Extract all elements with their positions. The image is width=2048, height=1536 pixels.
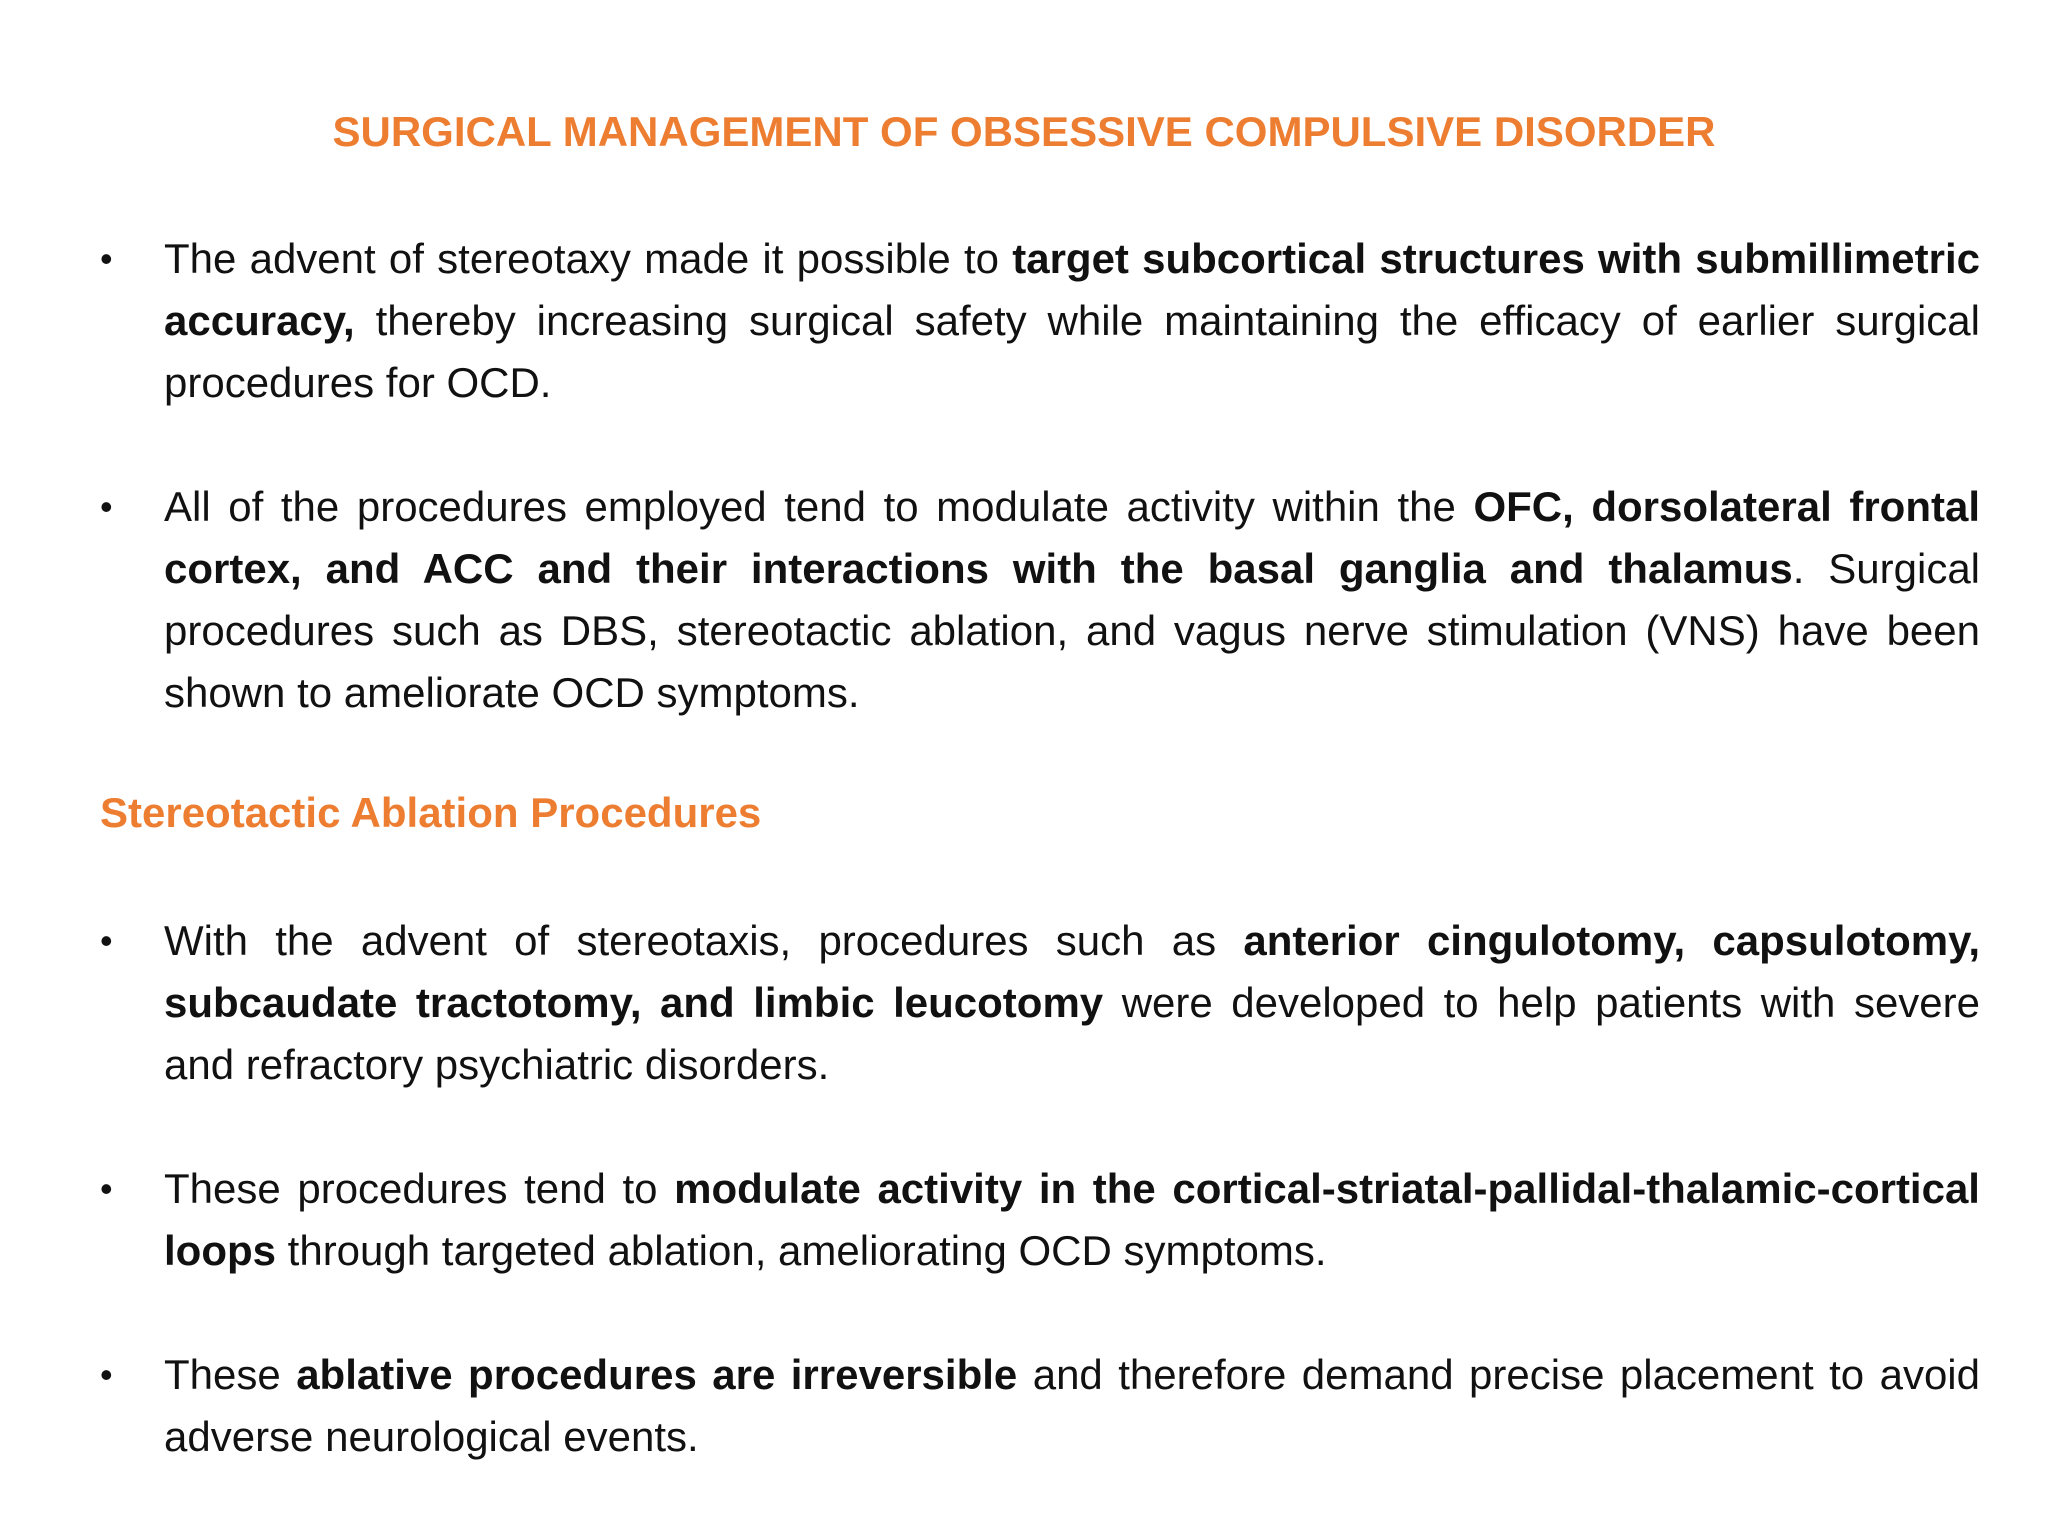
bullet-item-1 xyxy=(100,228,1980,414)
bullet-item-5 xyxy=(100,1344,1980,1468)
bullet-text-part: These procedures tend to xyxy=(164,1165,675,1212)
bullet-text-bold: target subcortical structures with submillimetric accuracy, xyxy=(164,235,1980,344)
bullet-text-bold: modulate activity in the cortical-striatal-pallidal-thalamic-cortical loops xyxy=(164,1165,1980,1274)
bullet-text-part: With the advent of stereotaxis, procedures such as xyxy=(164,917,1244,964)
bullet-text-part: These xyxy=(164,1351,297,1398)
bullet-item-4 xyxy=(100,1158,1980,1282)
bullet-text-part: All of the procedures employed tend to modulate activity within the xyxy=(164,483,1474,530)
bullet-text xyxy=(164,476,1980,724)
bullet-text-bold: OFC, dorsolateral frontal cortex, and ACC and their interactions with the basal ganglia and thalamus xyxy=(164,483,1980,592)
section-subheading: Stereotactic Ablation Procedures xyxy=(100,789,762,836)
bullet-text-bold: anterior cingulotomy, capsulotomy, subcaudate tractotomy, and limbic leucotomy xyxy=(164,917,1981,1026)
bullet-text-part: and therefore demand precise placement to avoid adverse neurological events. xyxy=(164,1351,1980,1460)
bullet-text xyxy=(164,1344,1980,1468)
bullet-item-2 xyxy=(100,476,1980,724)
bullet-text xyxy=(164,910,1980,1096)
bullet-icon: • xyxy=(100,238,113,279)
bullet-icon: • xyxy=(100,1354,113,1395)
bullet-icon: • xyxy=(100,920,113,961)
slide-title: SURGICAL MANAGEMENT OF OBSESSIVE COMPULSIVE DISORDER xyxy=(332,108,1716,155)
bullet-text xyxy=(164,1158,1980,1282)
bullet-icon: • xyxy=(100,1168,113,1209)
bullet-text-bold: ablative procedures are irreversible xyxy=(296,1351,1018,1398)
bullet-text-part: The advent of stereotaxy made it possible to xyxy=(164,235,1013,282)
bullet-icon: • xyxy=(100,486,113,527)
bullet-text-part: were developed to help patients with severe and refractory psychiatric disorders. xyxy=(164,979,1981,1088)
bullet-text-part: through targeted ablation, ameliorating OCD symptoms. xyxy=(276,1227,1327,1274)
bullet-text xyxy=(164,228,1980,414)
bullet-item-3 xyxy=(100,910,1980,1096)
bullet-text-part: thereby increasing surgical safety while maintaining the efficacy of earlier surgical procedures for OCD. xyxy=(164,297,1980,406)
bullet-text-part: . Surgical procedures such as DBS, stereotactic ablation, and vagus nerve stimulation (VNS) have been shown to ameliorate OCD symptoms. xyxy=(164,545,1981,716)
